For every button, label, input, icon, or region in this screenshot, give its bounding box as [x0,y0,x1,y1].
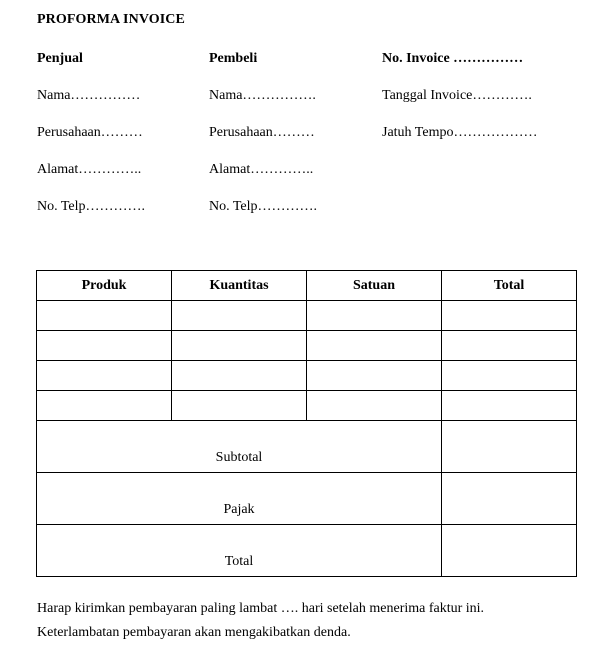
invoice-number-heading: No. Invoice …………… [382,51,524,66]
table-row [37,331,577,361]
total-cell [442,301,577,331]
buyer-phone-field: No. Telp…………. [209,199,318,214]
grand-total-row [37,525,577,577]
total-cell [442,361,577,391]
grand-total-label: Total [37,525,442,577]
column-header-product: Produk [37,271,172,301]
seller-address-field: Alamat………….. [37,162,142,177]
seller-section [37,50,145,235]
buyer-heading: Pembeli [209,51,258,66]
unit-cell [307,391,442,421]
buyer-address-field: Alamat………….. [209,162,314,177]
payment-notes [37,597,484,645]
unit-cell [307,361,442,391]
total-cell [442,391,577,421]
table-row [37,391,577,421]
invoice-info-section [382,50,537,161]
subtotal-label: Subtotal [37,421,442,473]
grand-total-value-cell [442,525,577,577]
seller-name-field: Nama…………… [37,88,141,103]
due-date-field: Jatuh Tempo……………… [382,125,538,140]
total-cell [442,331,577,361]
tax-row [37,473,577,525]
product-cell [37,301,172,331]
invoice-items-table [36,270,577,577]
late-penalty-note: Keterlambatan pembayaran akan mengakibatkan denda. [37,625,351,640]
buyer-name-field: Nama……………. [209,88,316,103]
subtotal-value-cell [442,421,577,473]
unit-cell [307,301,442,331]
payment-deadline-note: Harap kirimkan pembayaran paling lambat …. hari setelah menerima faktur ini. [37,601,485,616]
quantity-cell [172,391,307,421]
table-header-row [37,271,577,301]
seller-company-field: Perusahaan……… [37,125,143,140]
buyer-company-field: Perusahaan……… [209,125,315,140]
table-row [37,361,577,391]
product-cell [37,361,172,391]
tax-label: Pajak [37,473,442,525]
column-header-total: Total [442,271,577,301]
document-title: PROFORMA INVOICE [37,12,185,27]
subtotal-row [37,421,577,473]
product-cell [37,391,172,421]
product-cell [37,331,172,361]
column-header-unit: Satuan [307,271,442,301]
tax-value-cell [442,473,577,525]
unit-cell [307,331,442,361]
quantity-cell [172,301,307,331]
seller-phone-field: No. Telp…………. [37,199,146,214]
buyer-section [209,50,317,235]
column-header-quantity: Kuantitas [172,271,307,301]
invoice-date-field: Tanggal Invoice…………. [382,88,532,103]
quantity-cell [172,331,307,361]
quantity-cell [172,361,307,391]
seller-heading: Penjual [37,51,83,66]
table-row [37,301,577,331]
